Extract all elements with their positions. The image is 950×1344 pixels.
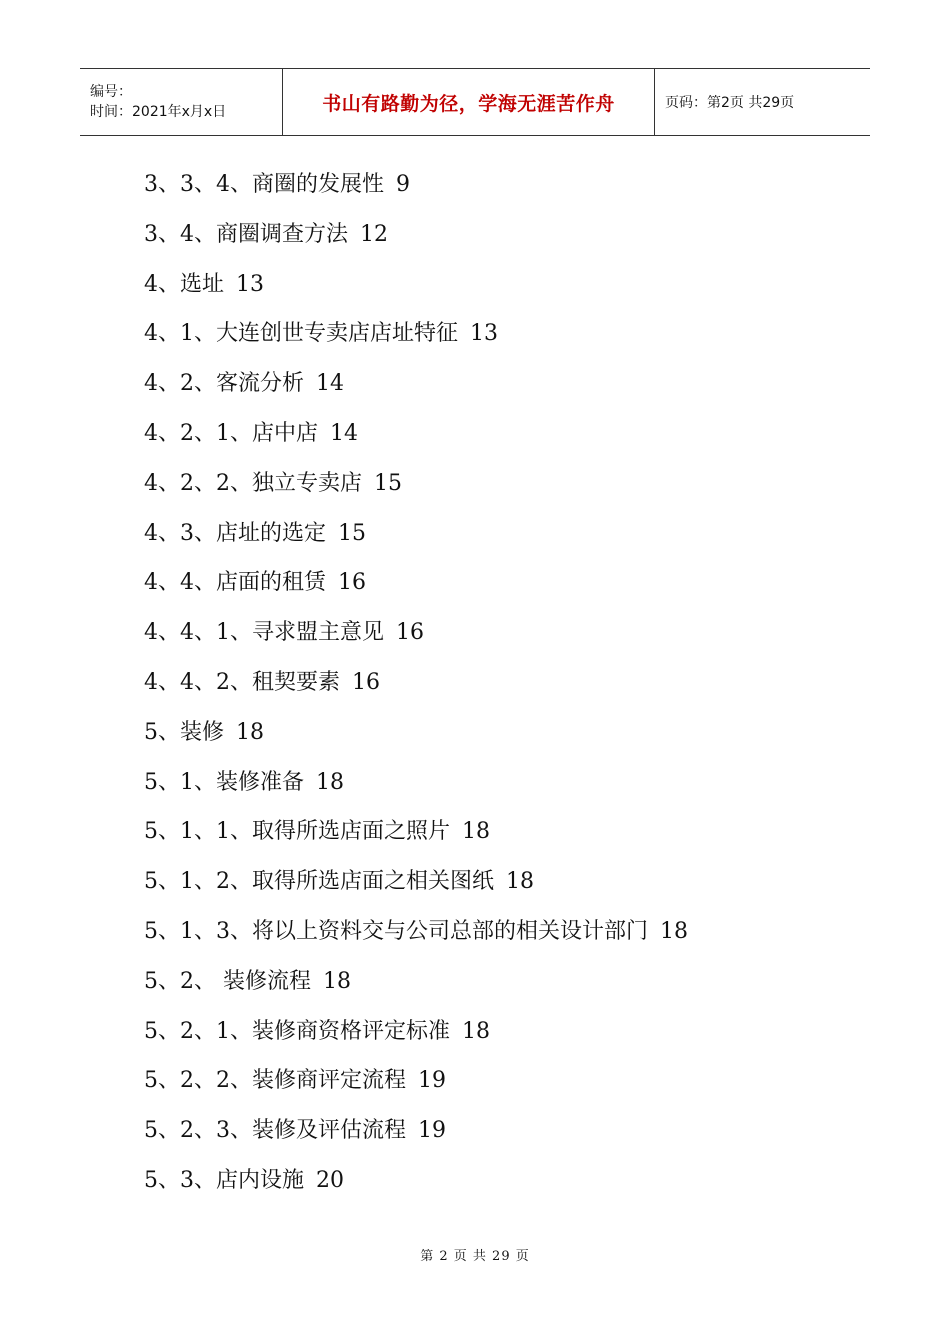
header-page-info: 页码：第2页 共29页 — [665, 95, 795, 111]
toc-entry-title: 4、2、客流分析 — [144, 371, 304, 397]
toc-entry — [144, 260, 864, 310]
toc-entry-page: 18 — [462, 1018, 490, 1044]
toc-entry-title: 5、2、2、装修商评定流程 — [144, 1068, 406, 1094]
toc-entry-title: 5、2、 装修流程 — [144, 968, 311, 994]
page-header — [80, 68, 870, 136]
toc-entry-page: 19 — [418, 1068, 446, 1094]
toc-entry-title: 4、4、2、租契要素 — [144, 669, 340, 695]
toc-entry — [144, 1007, 864, 1057]
toc-entry-title: 4、3、店址的选定 — [144, 520, 326, 546]
toc-entry-page: 15 — [338, 520, 366, 546]
toc-entry-title: 5、2、1、装修商资格评定标准 — [144, 1018, 450, 1044]
toc-entry-page: 14 — [330, 420, 358, 446]
toc-entry — [144, 1106, 864, 1156]
toc-entry-page: 18 — [660, 918, 688, 944]
toc-entry-title: 4、1、大连创世专卖店店址特征 — [144, 321, 458, 347]
toc-entry — [144, 459, 864, 509]
toc-entry-title: 3、3、4、商圈的发展性 — [144, 172, 384, 197]
toc-entry-title: 4、2、1、店中店 — [144, 420, 318, 446]
toc-entry-title: 5、2、3、装修及评估流程 — [144, 1118, 406, 1144]
toc-entry — [144, 608, 864, 658]
toc-entry — [144, 558, 864, 608]
toc-entry-title: 4、4、1、寻求盟主意见 — [144, 620, 384, 646]
toc-entry-page: 13 — [470, 321, 498, 347]
toc-entry — [144, 1156, 864, 1206]
toc-entry — [144, 708, 864, 758]
document-time-label: 时间：2021年x月x日 — [90, 104, 227, 120]
toc-entry-title: 4、2、2、独立专卖店 — [144, 470, 362, 496]
toc-entry — [144, 758, 864, 808]
toc-entry-page: 14 — [316, 371, 344, 397]
toc-entry — [144, 210, 864, 260]
page-footer: 第 2 页 共 29 页 — [420, 1249, 530, 1264]
toc-entry-title: 3、4、商圈调查方法 — [144, 221, 348, 247]
header-motto: 书山有路勤为径，学海无涯苦作舟 — [322, 92, 615, 115]
toc-entry — [144, 1056, 864, 1106]
document-number-label: 编号： — [90, 84, 132, 100]
toc-entry — [144, 658, 864, 708]
header-meta — [80, 69, 282, 135]
toc-entry — [144, 857, 864, 907]
toc-entry-page: 9 — [396, 172, 410, 197]
toc-entry-title: 5、3、店内设施 — [144, 1167, 304, 1193]
toc-entry-page: 15 — [374, 470, 402, 496]
toc-entry — [144, 409, 864, 459]
toc-entry-title: 4、选址 — [144, 271, 224, 297]
table-of-contents — [144, 160, 864, 1206]
toc-entry — [144, 160, 864, 210]
toc-entry-title: 4、4、店面的租赁 — [144, 570, 326, 596]
toc-entry — [144, 807, 864, 857]
toc-entry — [144, 509, 864, 559]
toc-entry-page: 13 — [236, 271, 264, 297]
toc-entry-page: 19 — [418, 1118, 446, 1144]
header-page-cell — [655, 69, 870, 135]
toc-entry-title: 5、1、装修准备 — [144, 769, 304, 795]
toc-entry-page: 18 — [323, 968, 351, 994]
header-motto-cell — [282, 69, 655, 135]
toc-entry-page: 12 — [360, 221, 388, 247]
toc-entry-title: 5、装修 — [144, 719, 224, 745]
toc-entry — [144, 309, 864, 359]
toc-entry — [144, 359, 864, 409]
toc-entry-title: 5、1、3、将以上资料交与公司总部的相关设计部门 — [144, 918, 648, 944]
toc-entry-page: 18 — [462, 819, 490, 845]
toc-entry — [144, 907, 864, 957]
toc-entry-page: 16 — [352, 669, 380, 695]
toc-entry-page: 20 — [316, 1167, 344, 1193]
toc-entry-title: 5、1、2、取得所选店面之相关图纸 — [144, 869, 494, 895]
toc-entry-page: 18 — [316, 769, 344, 795]
toc-entry — [144, 957, 864, 1007]
toc-entry-page: 18 — [236, 719, 264, 745]
toc-entry-page: 18 — [506, 869, 534, 895]
toc-entry-title: 5、1、1、取得所选店面之照片 — [144, 819, 450, 845]
toc-entry-page: 16 — [338, 570, 366, 596]
toc-entry-page: 16 — [396, 620, 424, 646]
